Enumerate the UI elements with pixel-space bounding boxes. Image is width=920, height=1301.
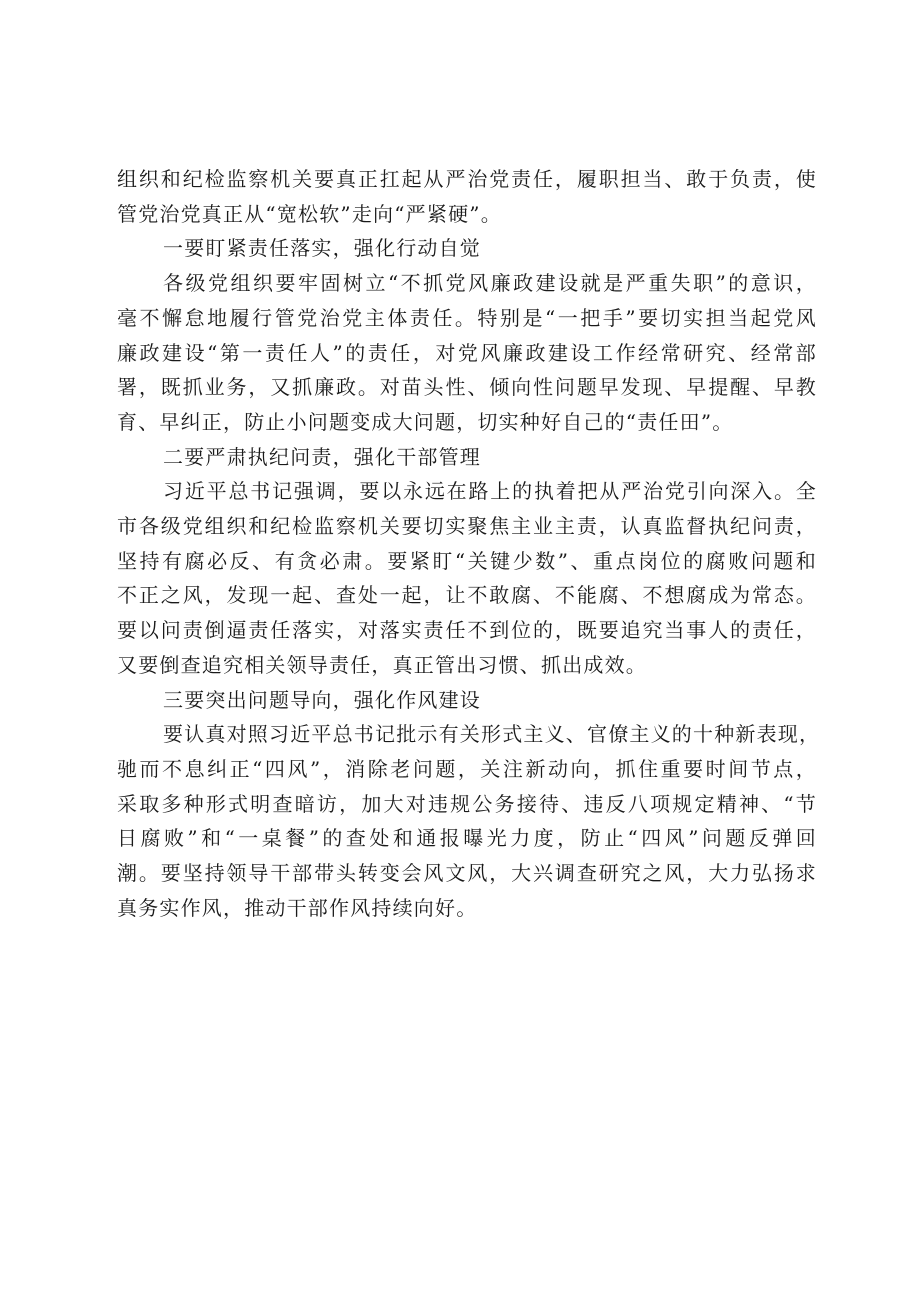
para1-line-5: 育、早纠正，防止小问题变成大问题，切实种好自己的“责任田”。 — [117, 409, 734, 434]
para2-line-2: 市各级党组织和纪检监察机关要切实聚焦主业主责，认真监督执纪问责， — [117, 514, 817, 539]
para3-line-1: 要认真对照习近平总书记批示有关形式主义、官僚主义的十种新表现， — [163, 722, 821, 747]
para3-line-4: 日腐败”和“一桌餐”的查处和通报曝光力度，防止“四风”问题反弹回 — [117, 826, 817, 851]
para1-line-4: 署，既抓业务，又抓廉政。对苗头性、倾向性问题早发现、早提醒、早教 — [117, 375, 817, 400]
para0-line-2: 管党治党真正从“宽松软”走向“严紧硬”。 — [117, 201, 502, 226]
para3-line-2: 驰而不息纠正“四风”，消除老问题，关注新动向，抓住重要时间节点， — [117, 756, 817, 781]
para3-line-6: 真务实作风，推动干部作风持续向好。 — [117, 895, 478, 920]
para1-line-2: 毫不懈怠地履行管党治党主体责任。特别是“一把手”要切实担当起党风 — [117, 305, 817, 330]
para3-line-3: 采取多种形式明查暗访，加大对违规公务接待、违反八项规定精神、“节 — [117, 791, 817, 816]
para2-line-3: 坚持有腐必反、有贪必肃。要紧盯“关键少数”、重点岗位的腐败问题和 — [117, 548, 817, 573]
section-heading-3: 三要突出问题导向，强化作风建设 — [163, 687, 481, 712]
document-body — [117, 162, 821, 925]
para0-line-1: 组织和纪检监察机关要真正扛起从严治党责任，履职担当、敢于负责，使 — [117, 167, 817, 191]
section-heading-1: 一要盯紧责任落实，强化行动自觉 — [163, 236, 481, 261]
para2-line-1: 习近平总书记强调，要以永远在路上的执着把从严治党引向深入。全 — [163, 479, 817, 504]
para1-line-1: 各级党组织要牢固树立“不抓党风廉政建设就是严重失职”的意识， — [163, 271, 817, 296]
para2-line-5: 要以问责倒逼责任落实，对落实责任不到位的，既要追究当事人的责任， — [117, 618, 817, 643]
section-heading-2: 二要严肃执纪问责，强化干部管理 — [163, 444, 481, 469]
para1-line-3: 廉政建设“第一责任人”的责任，对党风廉政建设工作经常研究、经常部 — [117, 340, 817, 365]
para2-line-6: 又要倒查追究相关领导责任，真正管出习惯、抓出成效。 — [117, 652, 647, 677]
para2-line-4: 不正之风，发现一起、查处一起，让不敢腐、不能腐、不想腐成为常态。 — [117, 583, 817, 608]
para3-line-5: 潮。要坚持领导干部带头转变会风文风，大兴调查研究之风，大力弘扬求 — [117, 861, 817, 886]
